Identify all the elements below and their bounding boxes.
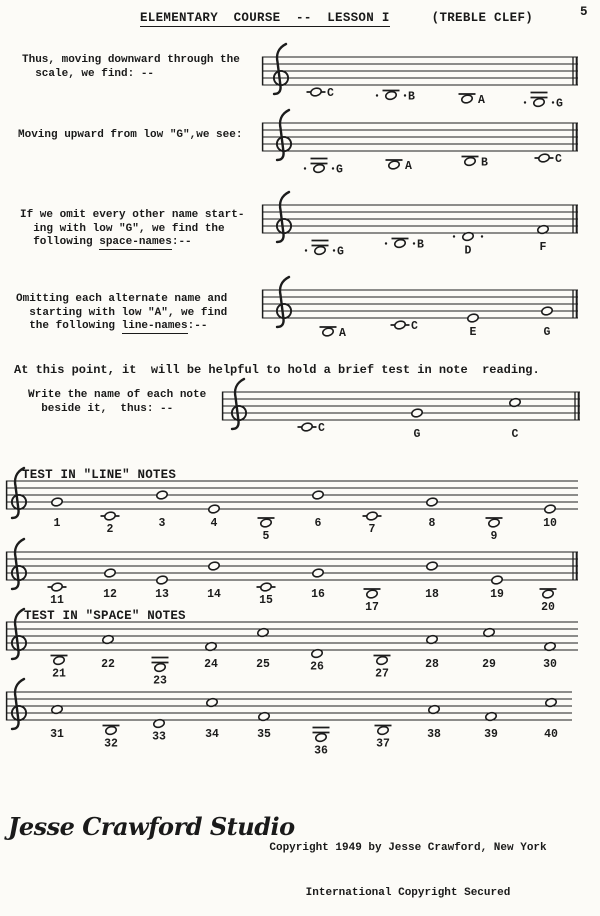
note [305, 241, 344, 259]
staff-space-names [262, 192, 578, 259]
note-label: C [318, 422, 325, 435]
note [425, 635, 439, 671]
whole-note-head [385, 91, 397, 101]
whole-note-head [312, 490, 324, 500]
note-number: 32 [104, 737, 118, 751]
note [376, 91, 415, 104]
paragraph-line: ing with low "G", we find the [20, 222, 225, 235]
note [51, 656, 68, 681]
note [509, 398, 521, 441]
note [364, 589, 381, 614]
note [537, 225, 549, 254]
note-number: 38 [427, 728, 441, 741]
whole-note-head [544, 504, 556, 514]
guide-dot [453, 235, 455, 237]
note [256, 628, 270, 671]
note-number: 9 [490, 530, 498, 543]
note [208, 504, 220, 530]
note-number: 3 [158, 517, 166, 530]
note [156, 490, 168, 530]
note-label: C [327, 87, 334, 100]
studio-signature: Jesse Crawford Studio [8, 812, 295, 841]
paragraph-line: Moving upward from low "G",we see: [18, 129, 243, 141]
guide-dot [385, 242, 387, 244]
note-number: 4 [210, 517, 218, 530]
lesson-title: ELEMENTARY COURSE -- LESSON I [140, 11, 390, 25]
whole-note-head [260, 582, 272, 592]
whole-note-head [301, 422, 313, 432]
whole-note-head [156, 490, 168, 500]
treble-clef-icon [277, 277, 289, 327]
note [320, 327, 347, 340]
note-number: 28 [425, 658, 439, 671]
note [312, 490, 324, 530]
note-label: G [556, 97, 563, 111]
note-label: B [417, 238, 424, 252]
treble-clef-icon [277, 192, 289, 242]
whole-note-head [541, 306, 553, 316]
note [411, 408, 423, 441]
note [101, 511, 120, 536]
space-test-heading: TEST IN "SPACE" NOTES [24, 609, 186, 623]
note [311, 568, 325, 601]
note-number: 30 [543, 658, 557, 671]
copyright-line2: International Copyright Secured [305, 887, 511, 899]
staff-line-test-row-2 [6, 539, 578, 614]
note-label: G [543, 326, 551, 339]
paragraph-line: starting with low "A", we find [16, 306, 228, 319]
copyright-block [258, 811, 558, 916]
guide-dot [524, 101, 526, 103]
note-number: 36 [314, 744, 328, 758]
note-number: 1 [53, 517, 61, 530]
note [48, 582, 67, 607]
line-test-heading: TEST IN "LINE" NOTES [22, 468, 177, 482]
note [103, 568, 117, 601]
guide-dot [552, 101, 554, 103]
whole-note-head [411, 408, 423, 418]
note [310, 649, 324, 674]
note-number: 10 [543, 517, 557, 530]
note-number: 22 [101, 658, 115, 671]
note-label: A [405, 160, 412, 173]
note [541, 306, 553, 339]
note [103, 726, 120, 751]
note-number: 23 [153, 674, 167, 688]
whole-note-head [208, 561, 220, 571]
note-number: 16 [311, 588, 325, 601]
guide-dot [305, 249, 307, 251]
guide-dot [413, 242, 415, 244]
whole-note-head [388, 160, 400, 170]
note-number: 21 [52, 667, 66, 681]
note-number: 6 [314, 517, 322, 530]
guide-dot [376, 94, 378, 96]
whole-note-head [315, 733, 327, 743]
guide-dot [332, 167, 334, 169]
note-number: 39 [484, 728, 498, 741]
whole-note-head [533, 98, 545, 108]
note-number: 5 [262, 530, 270, 543]
whole-note-head [394, 320, 406, 330]
whole-note-head [310, 87, 322, 97]
whole-note-head [376, 656, 388, 666]
treble-clef-icon [12, 609, 24, 659]
note-number: 12 [103, 588, 117, 601]
whole-note-head [426, 497, 438, 507]
guide-dot [404, 94, 406, 96]
note-number: 13 [155, 588, 169, 601]
whole-note-head [104, 511, 116, 521]
whole-note-head [491, 575, 503, 585]
note-number: 7 [368, 523, 376, 536]
note [453, 232, 483, 258]
note-label: G [336, 163, 343, 177]
whole-note-head [366, 511, 378, 521]
whole-note-head [313, 164, 325, 174]
whole-note-head [260, 518, 272, 528]
note-number: 17 [365, 601, 379, 614]
note-number: 14 [207, 588, 221, 601]
whole-note-head [426, 561, 438, 571]
whole-note-head [542, 589, 554, 599]
note [490, 575, 504, 601]
note [524, 93, 563, 111]
staff-line-names [262, 277, 578, 340]
treble-clef-icon [12, 539, 24, 589]
treble-clef-icon [12, 468, 24, 518]
whole-note-head [154, 663, 166, 673]
note-label: C [411, 320, 418, 333]
note-number: 40 [544, 728, 558, 741]
note-number: 15 [259, 594, 273, 607]
note [363, 511, 382, 536]
paragraph-line: If we omit every other name start- [20, 209, 245, 221]
note-label: B [481, 156, 488, 170]
note-label: F [539, 241, 547, 254]
note-label: G [413, 428, 421, 441]
note [544, 698, 558, 741]
note [375, 726, 392, 751]
note-number: 34 [205, 728, 219, 741]
note [304, 159, 343, 177]
note [425, 561, 439, 601]
whole-note-head [377, 726, 389, 736]
note [482, 628, 496, 671]
whole-note-head [467, 313, 479, 323]
treble-clef-icon [232, 379, 244, 429]
whole-note-head [104, 568, 116, 578]
whole-note-head [538, 153, 550, 163]
note [426, 497, 438, 530]
whole-note-head [156, 575, 168, 585]
note [459, 94, 486, 107]
note [155, 575, 169, 601]
note [50, 705, 64, 741]
note-number: 19 [490, 588, 504, 601]
paragraph-line: At this point, it will be helpful to hold a brief test in note reading. [14, 363, 540, 377]
note-number: 24 [204, 658, 218, 671]
note [427, 705, 441, 741]
note [385, 239, 424, 252]
note [535, 153, 563, 166]
guide-dot [333, 249, 335, 251]
whole-note-head [51, 497, 63, 507]
copyright-line1: Copyright 1949 by Jesse Crawford, New York [269, 842, 547, 854]
paragraph-line: the following line-names:-- [16, 320, 208, 333]
note [313, 728, 330, 758]
note [484, 712, 498, 741]
paragraph-line: Write the name of each note [28, 389, 207, 401]
note [386, 160, 413, 173]
note-label: B [408, 90, 415, 104]
note-number: 35 [257, 728, 271, 741]
note-label: D [464, 244, 472, 258]
note-number: 25 [256, 658, 270, 671]
paragraph-line: scale, we find: -- [22, 67, 155, 80]
treble-clef-icon [274, 44, 286, 94]
note-label: A [478, 94, 485, 107]
note-number: 29 [482, 658, 496, 671]
note-number: 2 [106, 523, 114, 536]
whole-note-head [312, 568, 324, 578]
whole-note-head [208, 504, 220, 514]
note [298, 422, 326, 435]
note [467, 313, 479, 339]
whole-note-head [314, 246, 326, 256]
note-number: 27 [375, 667, 389, 681]
note [152, 658, 169, 688]
note-label: G [337, 245, 344, 259]
note [486, 518, 503, 543]
note-number: 8 [428, 517, 436, 530]
staff-line-test-row-1 [6, 468, 578, 543]
guide-dot [304, 167, 306, 169]
whole-note-head [461, 94, 473, 104]
note-label: C [511, 428, 519, 441]
note-label: E [469, 326, 477, 339]
note [207, 561, 221, 601]
note-number: 33 [152, 730, 166, 744]
whole-note-head [105, 726, 117, 736]
note [205, 698, 219, 741]
note-number: 31 [50, 728, 64, 741]
staff-write-names-example [222, 379, 580, 441]
staff-space-test-row-2 [6, 679, 572, 758]
whole-note-head [322, 327, 334, 337]
paragraph-line: beside it, thus: -- [28, 402, 174, 415]
note [462, 157, 489, 170]
note [543, 642, 557, 671]
note [258, 518, 275, 543]
note-number: 26 [310, 660, 324, 674]
note [204, 642, 218, 671]
guide-dot [481, 235, 483, 237]
note-number: 18 [425, 588, 439, 601]
whole-note-head [488, 518, 500, 528]
note [540, 589, 557, 614]
note-label: A [339, 327, 346, 340]
note-number: 20 [541, 601, 555, 614]
note [391, 320, 419, 333]
staff-scale-downward [262, 44, 578, 111]
paragraph-line: following space-names:-- [20, 236, 192, 249]
page-number: 5 [580, 5, 588, 19]
staff-upward-from-low-g [262, 110, 578, 177]
treble-clef-icon [277, 110, 289, 160]
whole-note-head [53, 656, 65, 666]
note [543, 504, 557, 530]
whole-note-head [394, 239, 406, 249]
whole-note-head [51, 582, 63, 592]
note [152, 719, 166, 744]
whole-note-head [464, 157, 476, 167]
note-number: 11 [50, 594, 64, 607]
note [307, 87, 335, 100]
whole-note-head [366, 589, 378, 599]
note [51, 497, 63, 530]
clef-subtitle: (TREBLE CLEF) [431, 11, 534, 25]
note-label: C [555, 153, 562, 166]
note [101, 635, 115, 671]
note [374, 656, 391, 681]
paragraph-line: Thus, moving downward through the [22, 54, 240, 66]
note-number: 37 [376, 737, 390, 751]
paragraph-line: Omitting each alternate name and [16, 293, 228, 305]
note [257, 582, 276, 607]
staff-space-test-row-1 [6, 609, 578, 688]
note [257, 712, 271, 741]
treble-clef-icon [12, 679, 24, 729]
